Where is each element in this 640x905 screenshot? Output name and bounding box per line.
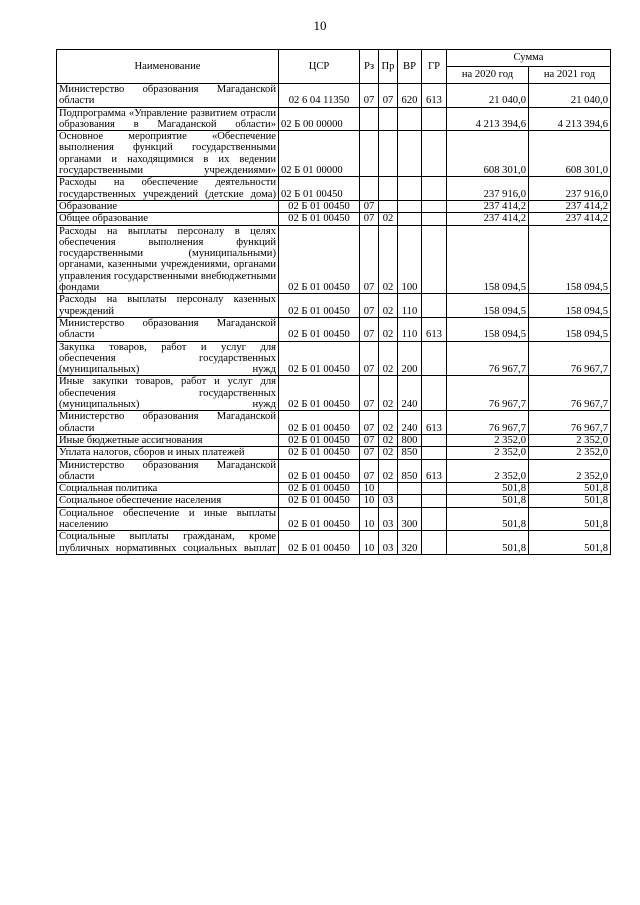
row-vr: 300	[398, 507, 422, 531]
row-pr: 02	[379, 317, 398, 341]
row-sum-2021: 158 094,5	[529, 294, 611, 318]
row-vr: 240	[398, 376, 422, 411]
row-pr: 02	[379, 376, 398, 411]
table-row	[57, 107, 611, 131]
row-rz: 07	[360, 294, 379, 318]
row-rz: 07	[360, 411, 379, 435]
row-csr: 02 Б 01 00450	[279, 434, 360, 446]
row-vr	[398, 131, 422, 177]
row-pr: 02	[379, 341, 398, 376]
row-gr	[422, 213, 447, 225]
row-sum-2020: 158 094,5	[447, 294, 529, 318]
row-name: Социальное обеспечение населения	[57, 495, 279, 507]
row-sum-2020: 76 967,7	[447, 411, 529, 435]
row-gr	[422, 131, 447, 177]
table-body	[57, 84, 611, 555]
row-name: Министерство образования Магаданской области	[57, 411, 279, 435]
row-name: Расходы на выплаты персоналу казенных учреждений	[57, 294, 279, 318]
row-name: Общее образование	[57, 213, 279, 225]
row-name: Иные бюджетные ассигнования	[57, 434, 279, 446]
row-sum-2021: 76 967,7	[529, 411, 611, 435]
row-csr: 02 Б 01 00450	[279, 531, 360, 555]
table-row	[57, 317, 611, 341]
row-pr	[379, 483, 398, 495]
row-vr: 100	[398, 225, 422, 294]
row-name: Расходы на обеспечение деятельности государственных учреждений (детские дома)	[57, 177, 279, 201]
row-rz	[360, 131, 379, 177]
row-vr	[398, 483, 422, 495]
header-year-2020: на 2020 год	[447, 67, 529, 84]
header-year-2021: на 2021 год	[529, 67, 611, 84]
row-name: Подпрограмма «Управление развитием отрасли образования в Магаданской области»	[57, 107, 279, 131]
row-rz: 07	[360, 376, 379, 411]
row-vr	[398, 495, 422, 507]
table-row	[57, 131, 611, 177]
row-rz	[360, 177, 379, 201]
header-pr: Пр	[379, 50, 398, 84]
row-sum-2021: 501,8	[529, 495, 611, 507]
row-csr: 02 Б 01 00450	[279, 459, 360, 483]
header-rz: Рз	[360, 50, 379, 84]
row-sum-2021: 501,8	[529, 531, 611, 555]
row-name: Уплата налогов, сборов и иных платежей	[57, 447, 279, 459]
row-csr: 02 Б 01 00450	[279, 483, 360, 495]
row-pr: 03	[379, 531, 398, 555]
row-rz: 07	[360, 459, 379, 483]
row-gr	[422, 177, 447, 201]
row-csr: 02 Б 01 00450	[279, 200, 360, 212]
table-row	[57, 294, 611, 318]
table-row	[57, 531, 611, 555]
row-rz: 10	[360, 531, 379, 555]
header-gr: ГР	[422, 50, 447, 84]
table-row	[57, 483, 611, 495]
table-row	[57, 376, 611, 411]
row-gr: 613	[422, 84, 447, 108]
row-sum-2020: 501,8	[447, 531, 529, 555]
row-pr	[379, 131, 398, 177]
table-row	[57, 447, 611, 459]
table-row	[57, 200, 611, 212]
row-pr	[379, 107, 398, 131]
row-sum-2020: 237 414,2	[447, 213, 529, 225]
header-name: Наименование	[57, 50, 279, 84]
row-sum-2021: 4 213 394,6	[529, 107, 611, 131]
row-sum-2021: 21 040,0	[529, 84, 611, 108]
row-csr: 02 Б 01 00450	[279, 317, 360, 341]
row-pr: 02	[379, 225, 398, 294]
row-sum-2020: 76 967,7	[447, 341, 529, 376]
row-sum-2021: 76 967,7	[529, 376, 611, 411]
row-pr: 02	[379, 294, 398, 318]
row-pr: 02	[379, 434, 398, 446]
row-name: Социальное обеспечение и иные выплаты населению	[57, 507, 279, 531]
row-sum-2021: 2 352,0	[529, 447, 611, 459]
row-sum-2021: 2 352,0	[529, 434, 611, 446]
row-vr: 110	[398, 317, 422, 341]
row-name: Министерство образования Магаданской области	[57, 317, 279, 341]
row-vr: 800	[398, 434, 422, 446]
row-gr	[422, 495, 447, 507]
row-rz: 10	[360, 483, 379, 495]
row-csr: 02 Б 00 00000	[279, 107, 360, 131]
row-name: Закупка товаров, работ и услуг для обеспечения государственных (муниципальных) нужд	[57, 341, 279, 376]
row-gr: 613	[422, 459, 447, 483]
row-sum-2020: 501,8	[447, 483, 529, 495]
row-name: Расходы на выплаты персоналу в целях обеспечения выполнения функций государственными (муниципальными) органами, казенными учреждениями, органами управления государственными внебюджетными фондами	[57, 225, 279, 294]
row-sum-2021: 76 967,7	[529, 341, 611, 376]
row-vr	[398, 200, 422, 212]
row-pr: 03	[379, 507, 398, 531]
row-vr: 110	[398, 294, 422, 318]
row-sum-2021: 501,8	[529, 507, 611, 531]
row-gr	[422, 225, 447, 294]
row-pr: 02	[379, 459, 398, 483]
table-row	[57, 341, 611, 376]
table-row	[57, 177, 611, 201]
table-row	[57, 84, 611, 108]
row-gr	[422, 107, 447, 131]
row-sum-2020: 2 352,0	[447, 434, 529, 446]
row-vr: 850	[398, 459, 422, 483]
header-csr: ЦСР	[279, 50, 360, 84]
row-sum-2021: 501,8	[529, 483, 611, 495]
row-vr	[398, 213, 422, 225]
row-sum-2020: 4 213 394,6	[447, 107, 529, 131]
table-row	[57, 213, 611, 225]
row-name: Министерство образования Магаданской области	[57, 459, 279, 483]
row-gr	[422, 483, 447, 495]
row-sum-2021: 237 414,2	[529, 213, 611, 225]
row-csr: 02 Б 01 00000	[279, 131, 360, 177]
row-vr: 200	[398, 341, 422, 376]
table-row	[57, 495, 611, 507]
row-rz: 10	[360, 507, 379, 531]
row-rz: 07	[360, 200, 379, 212]
budget-table	[56, 49, 611, 555]
row-sum-2021: 608 301,0	[529, 131, 611, 177]
row-pr: 03	[379, 495, 398, 507]
row-pr: 02	[379, 213, 398, 225]
row-vr: 620	[398, 84, 422, 108]
row-csr: 02 Б 01 00450	[279, 376, 360, 411]
row-vr	[398, 177, 422, 201]
row-gr	[422, 447, 447, 459]
row-sum-2020: 237 414,2	[447, 200, 529, 212]
row-csr: 02 Б 01 00450	[279, 447, 360, 459]
row-sum-2020: 158 094,5	[447, 317, 529, 341]
row-csr: 02 Б 01 00450	[279, 294, 360, 318]
row-sum-2020: 501,8	[447, 507, 529, 531]
table-row	[57, 459, 611, 483]
row-gr	[422, 531, 447, 555]
row-gr	[422, 200, 447, 212]
row-csr: 02 Б 01 00450	[279, 411, 360, 435]
row-rz: 07	[360, 341, 379, 376]
row-gr	[422, 294, 447, 318]
row-gr	[422, 376, 447, 411]
row-rz: 07	[360, 447, 379, 459]
row-csr: 02 Б 01 00450	[279, 213, 360, 225]
row-sum-2021: 237 916,0	[529, 177, 611, 201]
row-pr: 07	[379, 84, 398, 108]
row-sum-2020: 608 301,0	[447, 131, 529, 177]
row-sum-2020: 2 352,0	[447, 459, 529, 483]
row-gr	[422, 434, 447, 446]
row-sum-2021: 2 352,0	[529, 459, 611, 483]
row-sum-2021: 237 414,2	[529, 200, 611, 212]
table-row	[57, 434, 611, 446]
row-sum-2020: 501,8	[447, 495, 529, 507]
row-sum-2020: 21 040,0	[447, 84, 529, 108]
row-pr	[379, 200, 398, 212]
row-csr: 02 Б 01 00450	[279, 177, 360, 201]
row-name: Основное мероприятие «Обеспечение выполнения функций государственными органами и находящимися в их ведении государственными учреждениями»	[57, 131, 279, 177]
row-pr: 02	[379, 447, 398, 459]
row-csr: 02 Б 01 00450	[279, 507, 360, 531]
row-name: Социальная политика	[57, 483, 279, 495]
row-sum-2021: 158 094,5	[529, 317, 611, 341]
row-rz	[360, 107, 379, 131]
row-vr: 320	[398, 531, 422, 555]
row-name: Образование	[57, 200, 279, 212]
row-gr	[422, 507, 447, 531]
row-vr: 240	[398, 411, 422, 435]
table-row	[57, 507, 611, 531]
row-gr: 613	[422, 411, 447, 435]
row-sum-2021: 158 094,5	[529, 225, 611, 294]
row-gr	[422, 341, 447, 376]
row-rz: 07	[360, 434, 379, 446]
table-row	[57, 225, 611, 294]
row-name: Министерство образования Магаданской области	[57, 84, 279, 108]
header-sum: Сумма	[447, 50, 611, 67]
row-name: Социальные выплаты гражданам, кроме публичных нормативных социальных выплат	[57, 531, 279, 555]
row-rz: 10	[360, 495, 379, 507]
row-sum-2020: 237 916,0	[447, 177, 529, 201]
row-csr: 02 Б 01 00450	[279, 341, 360, 376]
header-vr: ВР	[398, 50, 422, 84]
row-pr	[379, 177, 398, 201]
row-sum-2020: 158 094,5	[447, 225, 529, 294]
table-row	[57, 411, 611, 435]
row-gr: 613	[422, 317, 447, 341]
row-rz: 07	[360, 84, 379, 108]
row-pr: 02	[379, 411, 398, 435]
row-csr: 02 Б 01 00450	[279, 225, 360, 294]
row-vr	[398, 107, 422, 131]
row-csr: 02 6 04 11350	[279, 84, 360, 108]
row-rz: 07	[360, 317, 379, 341]
row-rz: 07	[360, 213, 379, 225]
row-rz: 07	[360, 225, 379, 294]
row-sum-2020: 76 967,7	[447, 376, 529, 411]
row-csr: 02 Б 01 00450	[279, 495, 360, 507]
row-vr: 850	[398, 447, 422, 459]
row-name: Иные закупки товаров, работ и услуг для обеспечения государственных (муниципальных) нужд	[57, 376, 279, 411]
row-sum-2020: 2 352,0	[447, 447, 529, 459]
page-number: 10	[313, 18, 327, 33]
